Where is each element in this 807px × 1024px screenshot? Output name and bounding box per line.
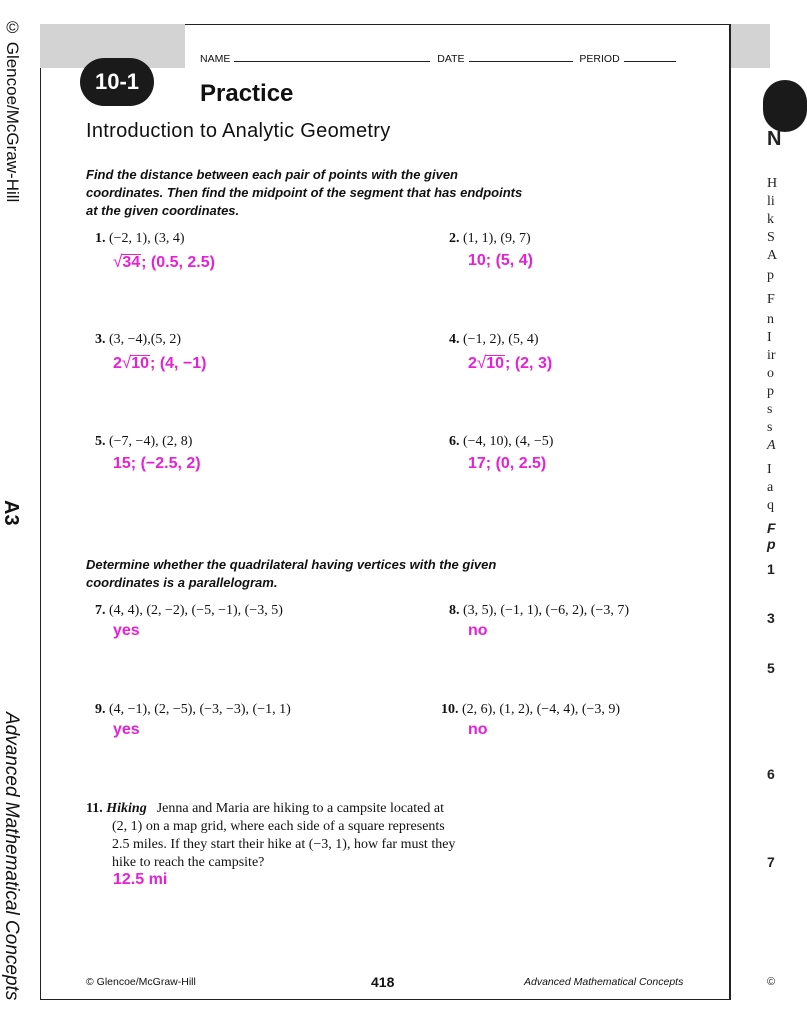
- section1-instructions: Find the distance between each pair of points with the given coordinates. Then find the midpoint of the segment that has endpoints at the given coordinates.: [86, 167, 523, 218]
- problem-11-topic: Hiking: [106, 801, 147, 816]
- period-field[interactable]: [624, 53, 676, 62]
- problem-7: 7. (4, 4), (2, −2), (−5, −1), (−3, 5): [95, 603, 283, 618]
- footer-book-title: Advanced Mathematical Concepts: [524, 976, 684, 988]
- answer-8: no: [468, 622, 488, 639]
- next-page-text: 5: [767, 660, 775, 676]
- next-page-text: 1: [767, 561, 775, 577]
- next-page-text: 3: [767, 610, 775, 626]
- answer-3: 2√10; (4, −1): [113, 353, 207, 372]
- problem-1: 1. (−2, 1), (3, 4): [95, 231, 185, 246]
- next-page-text: n: [767, 312, 774, 327]
- next-page-text: ©: [767, 976, 776, 988]
- next-page-text: p: [767, 536, 776, 552]
- problem-11-line: 2.5 miles. If they start their hike at (−3, 1), how far must they: [112, 837, 456, 852]
- problem-11-line: hike to reach the campsite?: [112, 855, 265, 870]
- problem-6: 6. (−4, 10), (4, −5): [449, 434, 554, 449]
- problem-9: 9. (4, −1), (2, −5), (−3, −3), (−1, 1): [95, 702, 291, 717]
- next-page-text: I: [767, 462, 772, 477]
- next-page-text: 7: [767, 854, 775, 870]
- problem-8: 8. (3, 5), (−1, 1), (−6, 2), (−3, 7): [449, 603, 629, 618]
- next-page-text: li: [767, 194, 775, 209]
- lesson-title: Introduction to Analytic Geometry: [86, 120, 391, 142]
- next-page-text: ir: [767, 348, 776, 363]
- problem-3: 3. (3, −4),(5, 2): [95, 332, 182, 347]
- name-label: NAME: [200, 53, 231, 65]
- footer-copyright: © Glencoe/McGraw-Hill: [86, 976, 196, 988]
- next-page-text: o: [767, 366, 774, 381]
- period-label: PERIOD: [579, 53, 620, 65]
- next-page-text: p: [767, 268, 774, 283]
- next-page-text: q: [767, 498, 774, 513]
- answer-6: 17; (0, 2.5): [468, 455, 547, 472]
- problem-11: [86, 800, 556, 872]
- next-page-text: 6: [767, 766, 775, 782]
- answer-9: yes: [113, 721, 140, 738]
- problem-10: 10. (2, 6), (1, 2), (−4, 4), (−3, 9): [441, 702, 621, 717]
- worksheet-type-title: Practice: [200, 80, 294, 107]
- problem-11-line: 11. Hiking Jenna and Maria are hiking to a campsite located at: [86, 801, 444, 816]
- name-date-period-line: [200, 53, 680, 65]
- problem-11-line: (2, 1) on a map grid, where each side of a square represents: [112, 819, 445, 834]
- name-field[interactable]: [234, 53, 430, 62]
- footer-page-number: 418: [371, 974, 395, 990]
- next-page-text: H: [767, 176, 778, 191]
- next-page-text: s: [767, 402, 773, 417]
- next-page-fragment: [731, 24, 782, 1000]
- next-page-text: I: [767, 330, 772, 345]
- answer-7: yes: [113, 622, 140, 639]
- date-field[interactable]: [469, 53, 573, 62]
- answer-5: 15; (−2.5, 2): [113, 455, 201, 472]
- lesson-number-badge: 10-1: [80, 58, 154, 106]
- next-page-text: S: [767, 230, 775, 245]
- next-page-header-bar: [731, 24, 770, 68]
- margin-page-code: A3: [0, 500, 22, 526]
- section2-instructions: Determine whether the quadrilateral having vertices with the given coordinates is a parallelogram.: [86, 557, 497, 590]
- margin-book-title: Advanced Mathematical Concepts: [1, 712, 22, 1001]
- next-page-text: s: [767, 420, 773, 435]
- next-page-text: p: [767, 384, 774, 399]
- problem-2: 2. (1, 1), (9, 7): [449, 231, 531, 246]
- problem-5: 5. (−7, −4), (2, 8): [95, 434, 193, 449]
- next-page-text: A: [767, 438, 776, 453]
- margin-copyright: © Glencoe/McGraw-Hill: [3, 18, 22, 203]
- answer-2: 10; (5, 4): [468, 252, 533, 269]
- next-page-text: A: [767, 248, 778, 263]
- answer-4: 2√10; (2, 3): [468, 353, 553, 372]
- next-page-badge: [763, 80, 807, 132]
- next-page-text: F: [767, 292, 775, 307]
- next-page-text: a: [767, 480, 774, 495]
- answer-11: 12.5 mi: [113, 871, 168, 888]
- date-label: DATE: [437, 53, 465, 65]
- problem-4: 4. (−1, 2), (5, 4): [449, 332, 539, 347]
- next-page-text: F: [767, 520, 776, 536]
- answer-10: no: [468, 721, 488, 738]
- next-page-text: N: [767, 128, 782, 150]
- next-page-text: k: [767, 212, 774, 227]
- answer-1: √34; (0.5, 2.5): [113, 252, 215, 271]
